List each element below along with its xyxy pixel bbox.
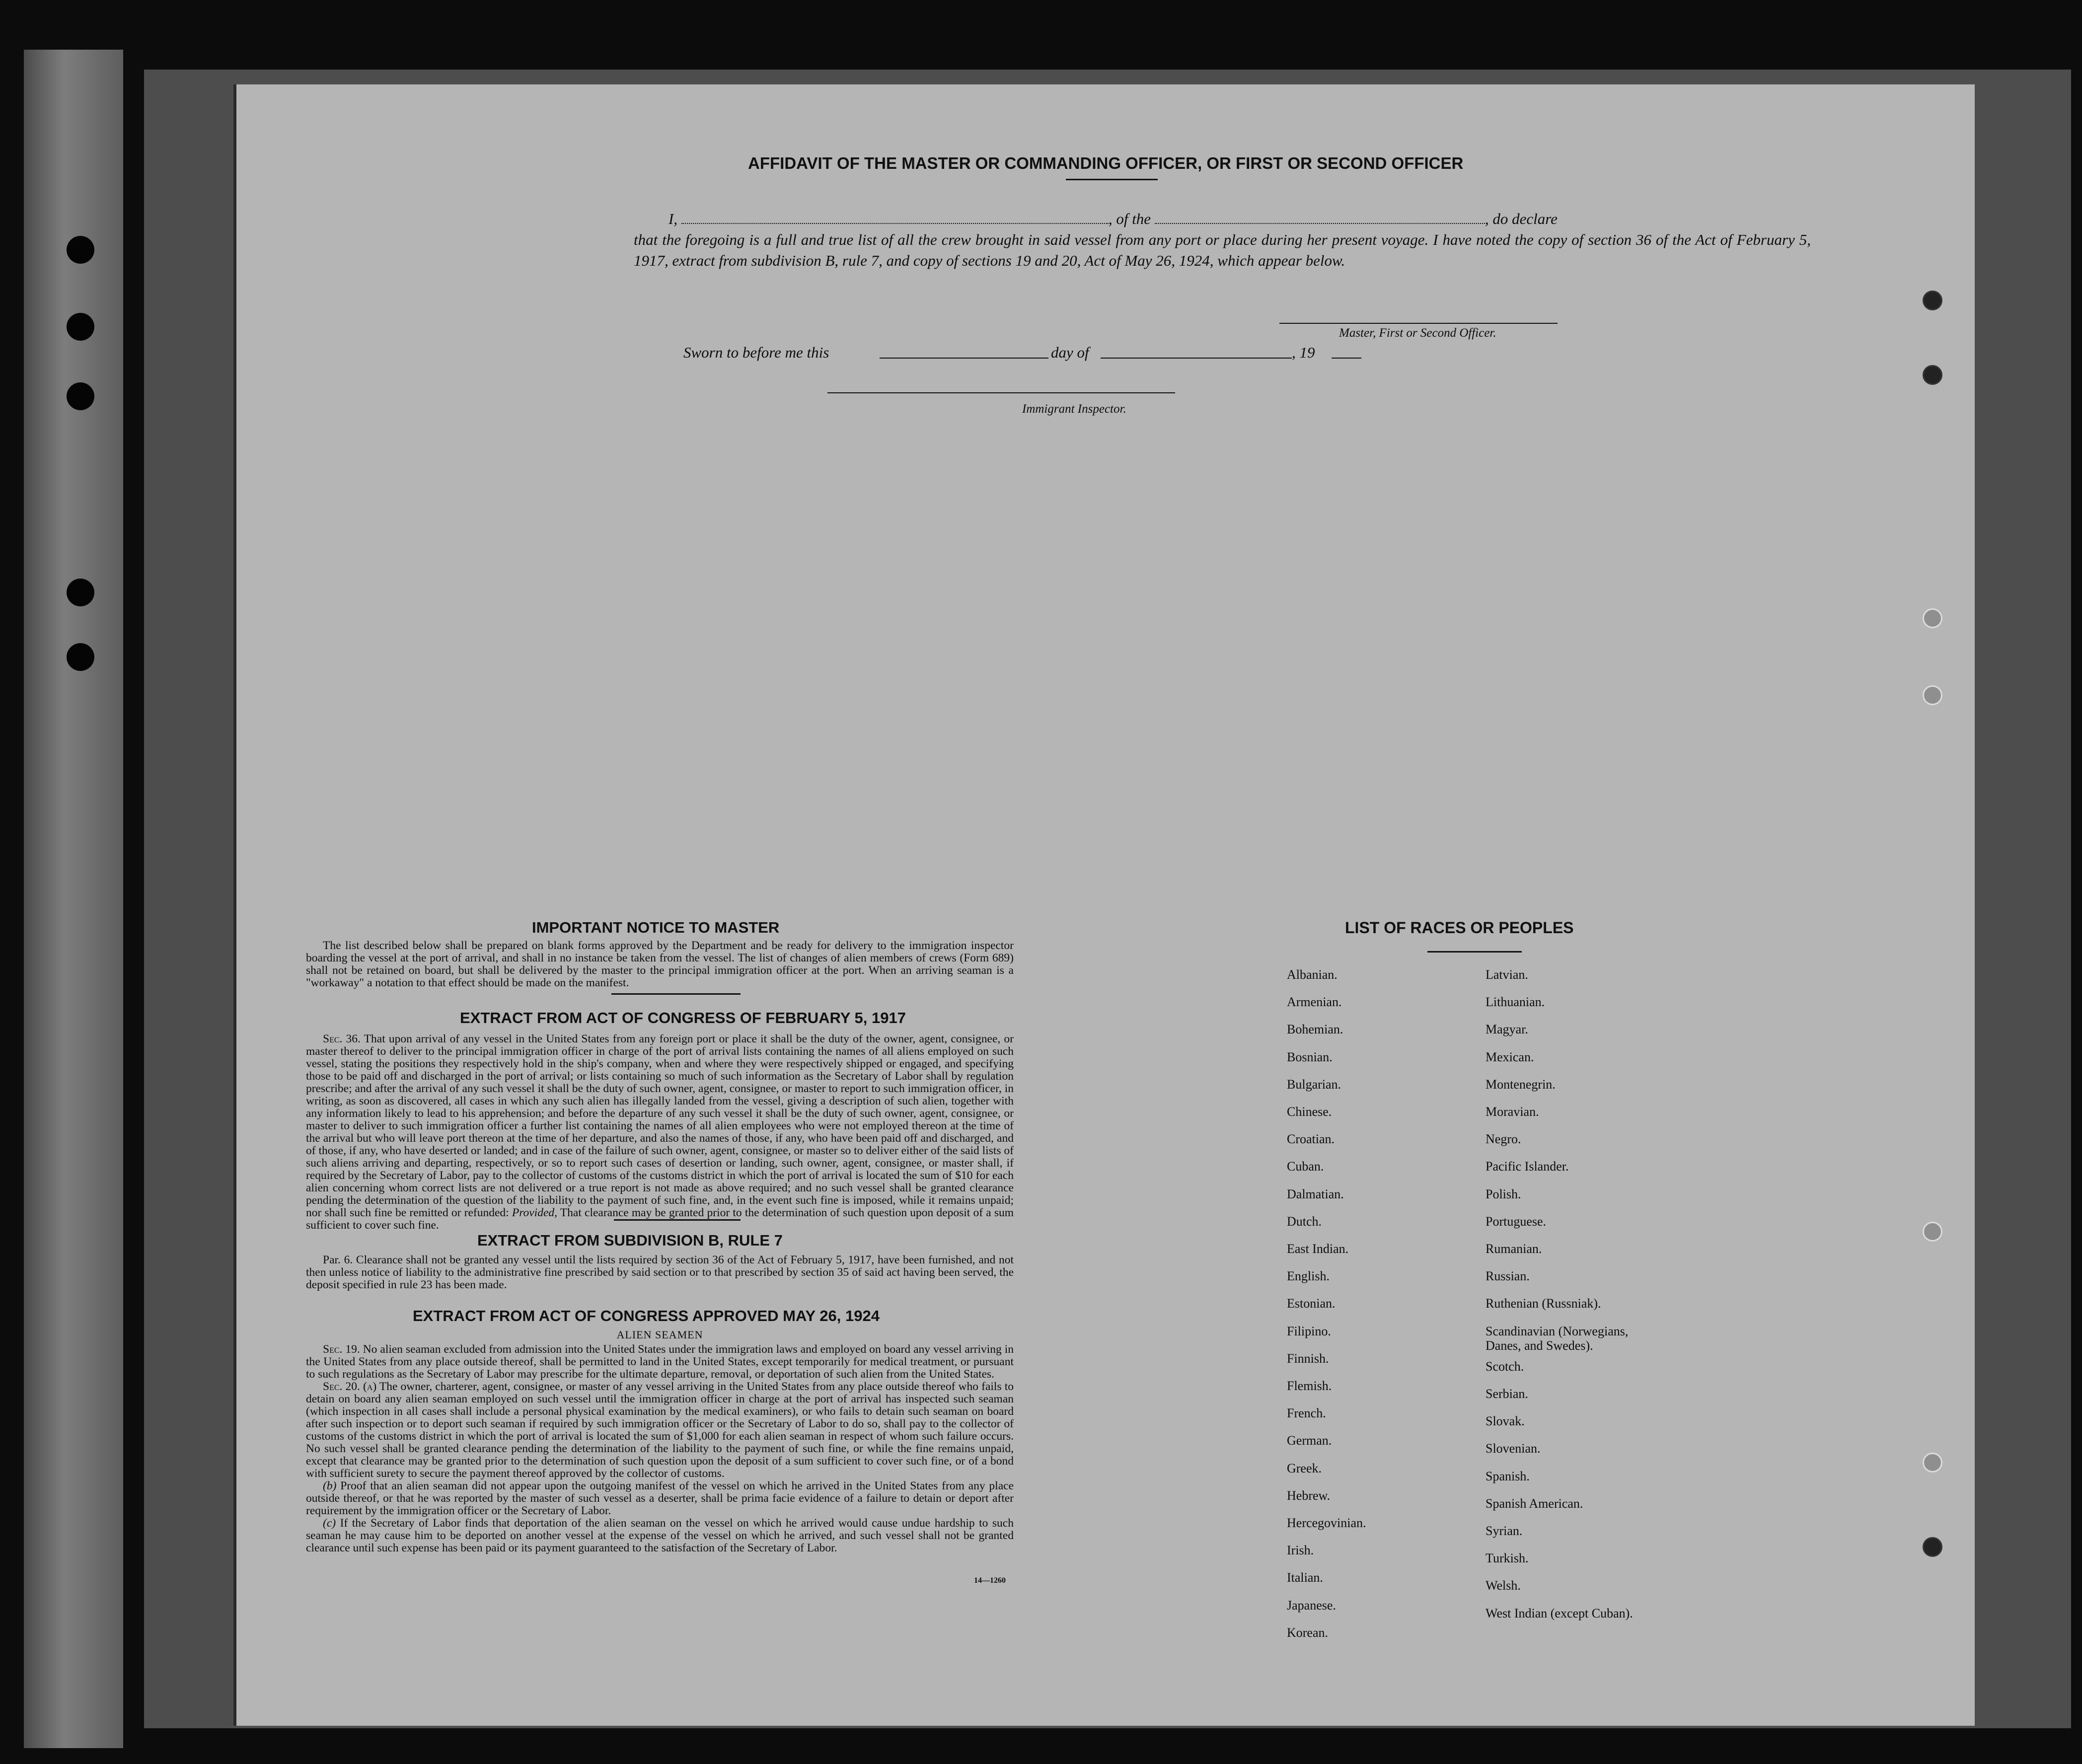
alien-seamen-subheading: ALIEN SEAMEN [616,1328,703,1341]
punch-hole [1923,291,1942,310]
sprocket-hole [67,579,94,606]
race-item: Flemish. [1287,1379,1332,1393]
punch-hole [1923,1453,1942,1472]
sworn-prefix: Sworn to before me this [683,344,829,361]
race-item: Hercegovinian. [1287,1516,1366,1530]
race-item: French. [1287,1406,1326,1421]
race-item: Magyar. [1486,1022,1528,1037]
affidavit-heading: AFFIDAVIT OF THE MASTER OR COMMANDING OFFICER, OR FIRST OR SECOND OFFICER [748,154,1464,172]
notice-rule [611,993,741,995]
race-item: Pacific Islander. [1486,1159,1569,1174]
punch-hole [1923,608,1942,628]
heading-rule [1066,179,1158,180]
inspector-signature-line[interactable] [827,392,1175,393]
extract-1924-text: Sec. 19. No alien seaman excluded from admission into the United States under the immigration laws and employed on board any vessel arriving in the United States from any place outside thereof, shall be permitted to land in the United States, except temporarily for medical treatment, or pursuant to such regulations as the Secretary of Labor may prescribe for the ultimate departure, removal, or deportation of such alien from the United States. Sec. 20. (a) The owner, charterer, agent, consignee, or master of any vessel arriving in the United States from any place outside thereof who fails to detain on board any alien seaman employed on such vessel until the immigration officer in charge at the port of arrival has inspected such seaman (which inspection in all cases shall include a personal physical examination by the medical examiners), or who fails to detain such seaman on board after such inspection or to deport such seaman if required by such immigration officer or the Secretary of Labor to do so, shall pay to the collector of customs of the customs district in which the port of arrival is located the sum of $1,000 for each alien seaman in respect of whom such failure occurs. No such vessel shall be granted clearance pending the determination of the liability to the payment of such fine, or while the fine remains unpaid, except that clearance may be granted prior to the determination of such question upon the deposit of a sum sufficient to cover such fine, or of a bond with sufficient surety to secure the payment thereof approved by the collector of customs. (b) Proof that an alien seaman did not appear upon the outgoing manifest of the vessel on which he arrived in the United States from any place outside thereof, or that he was reported by the master of such vessel as a deserter, shall be prima facie evidence of a failure to detain or deport after requirement by the immigration officer or the Secretary of Labor. (c) If the Secretary of Labor finds that deportation of the alien seaman on the vessel on which he arrived would cause undue hardship to such seaman he may cause him to be deported on another vessel at the expense of the vessel on which he arrived, and such vessel shall not be granted clearance until such expense has been paid or its payment guaranteed to the satisfaction of the Secretary of Labor. [306,1343,1014,1554]
race-item: Bosnian. [1287,1049,1333,1064]
races-heading: LIST OF RACES OR PEOPLES [1345,919,1574,937]
sworn-day-blank[interactable] [880,358,1048,359]
race-item: Estonian. [1287,1296,1336,1311]
sworn-day-of: day of [1051,344,1089,361]
race-item: Filipino. [1287,1323,1331,1338]
punch-hole [1923,365,1942,385]
race-item: Ruthenian (Russniak). [1486,1296,1601,1311]
race-item: Spanish. [1486,1469,1530,1483]
punch-hole [1923,1537,1942,1557]
extract-1917-text: Sec. 36. That upon arrival of any vessel in the United States from any foreign port or place it shall be the duty of the owner, agent, consignee, or master thereof to deliver to the principal immigration officer in charge of the port of arrival lists containing the names of all aliens employed on such vessel, stating the positions they respectively hold in the ship's company, when and where they were respectively shipped or engaged, and specifying those to be paid off and discharged in the port of arrival; or lists containing so much of such information as the Secretary of Labor shall by regulation prescribe; and after the arrival of any such vessel it shall be the duty of such owner, agent, consignee, or master to report to such immigration officer, in writing, as soon as discovered, all cases in which any such alien has illegally landed from the vessel, giving a description of such alien, together with any information likely to lead to his apprehension; and before the departure of any such vessel it shall be the duty of such owner, agent, consignee, or master to deliver to such immigration officer a further list containing the names of all alien employees who were not employed thereon at the time of the arrival but who will leave port thereon at the time of her departure, and also the names of those, if any, who have been paid off and discharged, and of those, if any, who have deserted or landed; and in case of the failure of such owner, agent, consignee, or master so to deliver either of the said lists of such aliens arriving and departing, respectively, or so to report such cases of desertion or landing, such owner, agent, consignee, or master shall, if required by the Secretary of Labor, pay to the collector of customs of the customs district in which the port of arrival is located the sum of $10 for each alien concerning whom correct lists are not delivered or a true report is not made as above required; and no such vessel shall be granted clearance pending the determination of the question of the liability to the payment of such fine, and, in the event such fine is imposed, while it remains unpaid; nor shall such fine be remitted or refunded: Provided, That clearance may be granted prior to the determination of such question upon deposit of a sum sufficient to cover such fine. [306,1032,1014,1232]
punch-hole [1923,685,1942,705]
race-item: German. [1287,1433,1332,1448]
race-item: Slovenian. [1486,1441,1541,1456]
race-item: Portuguese. [1486,1214,1547,1229]
sprocket-hole [67,236,94,264]
notice-heading: IMPORTANT NOTICE TO MASTER [532,919,780,936]
race-item: Finnish. [1287,1351,1329,1366]
race-item: West Indian (except Cuban). [1486,1606,1633,1620]
affidavit-declare: , do declare [1485,210,1558,227]
race-item: Bohemian. [1287,1022,1343,1037]
race-item: Mexican. [1486,1049,1534,1064]
race-item: Rumanian. [1486,1242,1542,1256]
race-item: Irish. [1287,1543,1314,1558]
master-signature-line[interactable] [1279,323,1558,324]
notice-text: The list described below shall be prepared on blank forms approved by the Department and be ready for delivery to the immigration inspector boarding the vessel at the port of arrival, and shall in no instance be taken from the vessel. The list of changes of alien members of crews (Form 689) shall not be retained on board, but shall be delivered by the master to the principal immigration officer at the port. When an arriving seaman is a "workaway" a notation to that effect should be made on the manifest. [306,939,1014,989]
race-item: Moravian. [1486,1104,1539,1119]
name-blank[interactable] [681,209,1109,224]
race-item: Chinese. [1287,1104,1332,1119]
rule7-text: Par. 6. Clearance shall not be granted any vessel until the lists required by section 36 of the Act of February 5, 1917, have been furnished, and not then unless notice of liability to the administrative fine prescribed by said section or to that prescribed by section 35 of said act having been served, the deposit specified in rule 23 has been made. [306,1253,1014,1291]
extract-1917-heading: EXTRACT FROM ACT OF CONGRESS OF FEBRUARY 5, 1917 [460,1009,906,1027]
race-item: Croatian. [1287,1132,1335,1147]
race-item: East Indian. [1287,1242,1349,1256]
film-strip [24,50,123,1748]
affidavit-i: I, [669,210,678,227]
race-item: Scotch. [1486,1359,1524,1374]
race-item: English. [1287,1269,1330,1284]
inspector-label: Immigrant Inspector. [1022,402,1126,416]
race-item: Polish. [1486,1186,1521,1201]
race-item: Russian. [1486,1269,1530,1284]
race-item: Turkish. [1486,1551,1529,1566]
affidavit-text [634,209,1811,271]
race-item: Hebrew. [1287,1488,1331,1503]
sworn-year-blank[interactable] [1332,358,1361,359]
race-item: Armenian. [1287,995,1342,1010]
sworn-month-blank[interactable] [1101,358,1292,359]
sprocket-hole [67,313,94,341]
race-item: Danes, and Swedes). [1486,1338,1593,1353]
form-number: 14—1260 [974,1576,1006,1585]
vessel-blank[interactable] [1155,209,1485,224]
race-item: Bulgarian. [1287,1077,1341,1092]
form-page [233,84,1975,1726]
master-signature-label: Master, First or Second Officer. [1339,326,1496,340]
race-item: Welsh. [1486,1578,1521,1593]
race-item: Serbian. [1486,1387,1528,1401]
race-item: Greek. [1287,1461,1322,1475]
affidavit-of-the: , of the [1108,210,1151,227]
rule7-heading: EXTRACT FROM SUBDIVISION B, RULE 7 [477,1232,783,1249]
extract-1924-heading: EXTRACT FROM ACT OF CONGRESS APPROVED MAY 26, 1924 [413,1307,880,1324]
punch-hole [1923,1222,1942,1242]
sprocket-hole [67,382,94,410]
race-item: Lithuanian. [1486,995,1545,1010]
race-item: Scandinavian (Norwegians, [1486,1323,1629,1338]
race-item: Albanian. [1287,967,1338,982]
race-item: Cuban. [1287,1159,1324,1174]
extract-1917-rule [614,1219,741,1221]
race-item: Dutch. [1287,1214,1322,1229]
race-item: Negro. [1486,1132,1521,1147]
races-rule [1427,951,1522,953]
race-item: Slovak. [1486,1414,1525,1429]
race-item: Dalmatian. [1287,1186,1344,1201]
race-item: Syrian. [1486,1524,1523,1538]
race-item: Korean. [1287,1625,1329,1640]
race-item: Italian. [1287,1570,1323,1585]
race-item: Spanish American. [1486,1496,1583,1511]
race-item: Latvian. [1486,967,1528,982]
race-item: Japanese. [1287,1598,1336,1613]
affidavit-body: that the foregoing is a full and true list of all the crew brought in said vessel from any port or place during her present voyage. I have noted the copy of section 36 of the Act of February 5, 1917, extract from subdivision B, rule 7, and copy of sections 19 and 20, Act of May 26, 1924, which appear below. [634,231,1811,269]
sworn-year: , 19 [1292,344,1315,361]
race-item: Montenegrin. [1486,1077,1556,1092]
